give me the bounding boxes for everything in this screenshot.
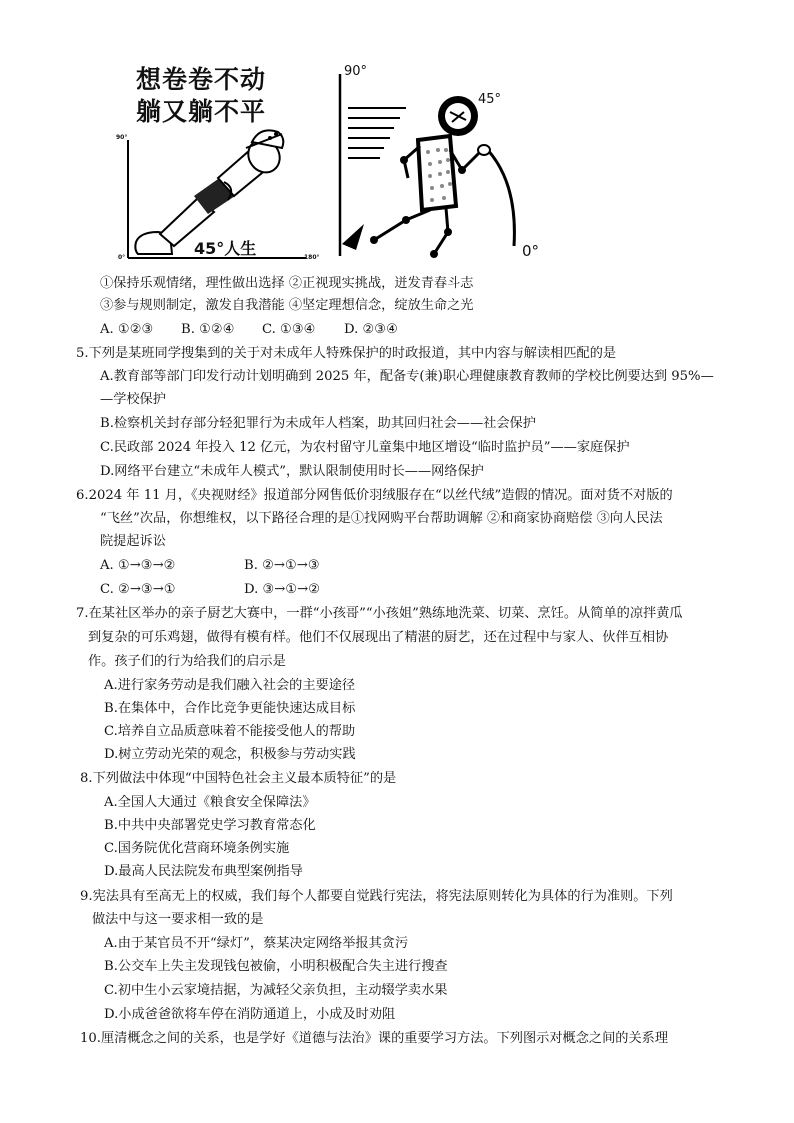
q6-stem-line-1: 6.2024 年 11 月，《央视财经》报道部分网售低价羽绒服存在“以丝代绒”造假的情况。面对货不对版的 bbox=[76, 488, 673, 503]
cartoon-left bbox=[110, 56, 326, 268]
cartoon-right bbox=[334, 60, 554, 266]
cartoon-left-axis-right: 180° bbox=[304, 254, 320, 261]
q6-option-b: B. ②→①→③ bbox=[244, 558, 320, 573]
cartoon-left-axis-left: 0° bbox=[118, 254, 126, 261]
q7-option-b: B.在集体中，合作比竞争更能快速达成目标 bbox=[104, 701, 356, 716]
q9-option-c: C.初中生小云家境拮据，为减轻父亲负担，主动辍学卖水果 bbox=[104, 983, 448, 998]
q4-choice-c: C. ①③④ bbox=[262, 322, 316, 337]
q5-option-d: D.网络平台建立“未成年人模式”，默认限制使用时长——网络保护 bbox=[100, 464, 484, 479]
q4-choice-b: B. ①②④ bbox=[181, 322, 235, 337]
q9-option-a: A.由于某官员不开“绿灯”，蔡某决定网络举报其贪污 bbox=[104, 936, 409, 951]
q4-choice-d: D. ②③④ bbox=[344, 322, 398, 337]
q6-option-c: C. ②→③→① bbox=[100, 582, 176, 597]
q10-stem-line-1: 10.厘清概念之间的关系，也是学好《道德与法治》课的重要学习方法。下列图示对概念之间的关系理 bbox=[80, 1031, 669, 1046]
q5-option-c: C.民政部 2024 年投入 12 亿元，为农村留守儿童集中地区增设“临时监护员”——家庭保护 bbox=[100, 440, 630, 455]
q5-option-a-line-2: —学校保护 bbox=[100, 392, 166, 407]
q4-option-line-2: ③参与规则制定，激发自我潜能 ④坚定理想信念，绽放生命之光 bbox=[100, 298, 474, 313]
q9-option-d: D.小成爸爸欲将车停在消防通道上，小成及时劝阻 bbox=[104, 1007, 396, 1022]
q6-option-a: A. ①→③→② bbox=[100, 558, 176, 573]
cartoon-left-title-line1: 想卷卷不动 bbox=[136, 65, 267, 94]
q7-option-c: C.培养自立品质意味着不能接受他人的帮助 bbox=[104, 724, 356, 739]
q4-option-line-1: ①保持乐观情绪，理性做出选择 ②正视现实挑战，迸发青春斗志 bbox=[100, 276, 474, 291]
q8-option-a: A.全国人大通过《粮食安全保障法》 bbox=[104, 795, 316, 810]
q4-choice-a: A. ①②③ bbox=[100, 322, 154, 337]
q5-stem: 5.下列是某班同学搜集到的关于对未成年人特殊保护的时政报道，其中内容与解读相匹配的是 bbox=[76, 346, 617, 361]
q7-stem-line-1: 7.在某社区举办的亲子厨艺大赛中，一群“小孩哥”“小孩姐”熟练地洗菜、切菜、烹饪。从简单的凉拌黄瓜 bbox=[76, 606, 683, 621]
q6-option-d: D. ③→①→② bbox=[244, 582, 321, 597]
q5-option-a-line-1: A.教育部等部门印发行动计划明确到 2025 年，配备专(兼)职心理健康教育教师的学校比例要达到 95%— bbox=[100, 369, 714, 384]
cartoon-right-label-mid: 45° bbox=[478, 92, 502, 107]
q5-option-b: B.检察机关封存部分轻犯罪行为未成年人档案，助其回归社会——社会保护 bbox=[100, 416, 536, 431]
q6-stem-line-2: “飞丝”次品，你想维权，以下路径合理的是①找网购平台帮助调解 ②和商家协商赔偿 ③向人民法 bbox=[100, 511, 663, 526]
cartoon-left-axis-top: 90° bbox=[116, 134, 128, 141]
cartoon-right-label-bottom: 0° bbox=[522, 242, 540, 260]
q9-stem-line-1: 9.宪法具有至高无上的权威，我们每个人都要自觉践行宪法，将宪法原则转化为具体的行为准则。下列 bbox=[80, 889, 673, 904]
q9-option-b: B.公交车上失主发现钱包被偷，小明积极配合失主进行搜查 bbox=[104, 959, 448, 974]
cartoon-left-caption: 45°人生 bbox=[194, 239, 257, 258]
q9-stem-line-2: 做法中与这一要求相一致的是 bbox=[92, 912, 264, 927]
q6-stem-line-3: 院提起诉讼 bbox=[100, 534, 166, 549]
q7-option-d: D.树立劳动光荣的观念，积极参与劳动实践 bbox=[104, 747, 356, 762]
q8-option-b: B.中共中央部署党史学习教育常态化 bbox=[104, 818, 316, 833]
q7-stem-line-3: 作。孩子们的行为给我们的启示是 bbox=[88, 654, 286, 669]
q7-stem-line-2: 到复杂的可乐鸡翅，做得有模有样。他们不仅展现出了精湛的厨艺，还在过程中与家人、伙伴互相协 bbox=[88, 630, 669, 645]
q8-option-d: D.最高人民法院发布典型案例指导 bbox=[104, 864, 303, 879]
q8-option-c: C.国务院优化营商环境条例实施 bbox=[104, 841, 290, 856]
running-robot-illustration bbox=[334, 60, 554, 266]
q8-stem: 8.下列做法中体现“中国特色社会主义最本质特征”的是 bbox=[80, 771, 397, 786]
cartoon-right-label-top: 90° bbox=[344, 64, 368, 79]
q7-option-a: A.进行家务劳动是我们融入社会的主要途径 bbox=[104, 678, 356, 693]
cartoon-left-title-line2: 躺又躺不平 bbox=[136, 97, 267, 126]
